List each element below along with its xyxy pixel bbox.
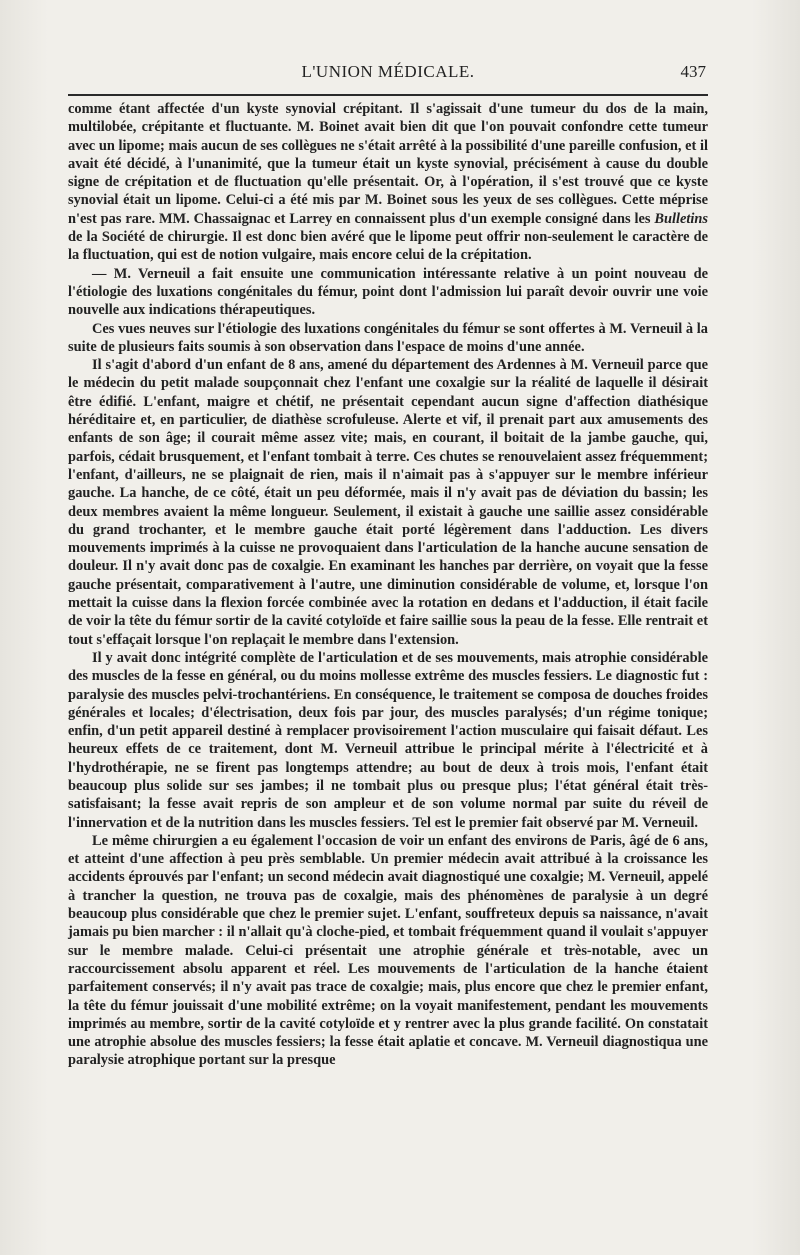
italic-run: Bulletins: [654, 210, 708, 227]
text-run: comme étant affectée d'un kyste synovial crépitant. Il s'agissait d'une tumeur du dos de la main, multilobée, crépitante et fluctuante. M. Boinet avait bien dit que l'on pouvait confondre cette tumeur avec un lipome; mais aucun de ses collègues ne s'était arrêté à la possibilité d'une pareille confusion, et il avait été décidé, à l'unanimité, que la tumeur était un kyste synovial, précisément à cause du double signe de crépitation et de fluctuation qu'elle présentait. Or, à l'opération, il s'est trouvé que ce kyste synovial était un lipome. Celui-ci a été mis par M. Boinet sous les yeux de ses collègues. Cette méprise n'est pas rare. MM. Chassaignac et Larrey en connaissent plus d'un exemple consigné dans les: [68, 101, 708, 227]
text-run: Le même chirurgien a eu également l'occasion de voir un enfant des environs de Paris, âgé de 6 ans, et atteint d'une affection à peu près semblable. Un premier médecin avait attribué à la croissance les accidents éprouvés par l'enfant; un second médecin avait diagnostiqué une coxalgie; M. Verneuil, appelé à trancher la question, ne trouva pas de coxalgie, mais des phénomènes de paralysie à un degré beaucoup plus considérable que chez le premier sujet. L'enfant, souffreteux depuis sa naissance, n'avait jamais pu bien marcher : il n'allait qu'à cloche-pied, et tombait fréquemment quand il voulait s'appuyer sur le membre malade. Celui-ci présentait une atrophie générale et très-notable, avec un raccourcissement absolu apparent et réel. Les mouvements de l'articulation de la hanche étaient parfaitement conservés; il n'y avait pas trace de coxalgie; mais, plus encore que chez le premier enfant, la tête du fémur jouissait d'une mobilité extrême; on la voyait manifestement, pendant les mouvements imprimés au membre, sortir de la cavité cotyloïde et y rentrer avec la plus grande facilité. On constatait une atrophie absolue des muscles fessiers; la fesse était aplatie et concave. M. Verneuil diagnostiqua une paralysie atrophique portant sur la presque: [68, 832, 708, 1069]
running-head: [68, 62, 708, 88]
header-rule: [68, 94, 708, 96]
paragraph: [68, 356, 708, 649]
text-run: Ces vues neuves sur l'étiologie des luxations congénitales du fémur se sont offertes à M. Verneuil à la suite de plusieurs faits soumis à son observation dans l'espace de moins d'une année.: [68, 320, 708, 355]
text-run: Il s'agit d'abord d'un enfant de 8 ans, amené du département des Ardennes à M. Verneuil parce que le médecin du petit malade soupçonnait chez l'enfant une coxalgie sur la réalité de laquelle il désirait être édifié. L'enfant, maigre et chétif, ne présentait cependant aucun signe d'affection diathésique héréditaire et, en particulier, de diathèse scrofuleuse. Alerte et vif, il prenait part aux amusements des enfants de son âge; il courait même assez vite; mais, en courant, il boitait de la jambe gauche, qui, parfois, cédait brusquement, et l'enfant tombait à terre. Ces chutes se renouvelaient assez fréquemment; l'enfant, d'ailleurs, ne se plaignait de rien, mais il n'aimait pas à s'appuyer sur le membre inférieur gauche. La hanche, de ce côté, était un peu déformée, mais il n'y avait pas de déviation du bassin; les deux membres avaient la même longueur. Seulement, il existait à gauche une saillie assez considérable du grand trochanter, et le membre gauche était porté légèrement dans l'adduction. Les divers mouvements imprimés à la cuisse ne provoquaient dans l'articulation de la hanche aucune sensation de douleur. Il n'y avait donc pas de coxalgie. En examinant les hanches par derrière, on voyait que la fesse gauche présentait, comparativement à l'autre, une diminution considérable de volume, et, lorsque l'on mettait la cuisse dans la flexion forcée combinée avec la rotation en dedans et l'adduction, il était facile de voir la tête du fémur sortir de la cavité cotyloïde et faire saillie sous la peau de la fesse. Elle rentrait et tout s'effaçait lorsque l'on replaçait le membre dans l'extension.: [68, 357, 708, 648]
paragraph: [68, 320, 708, 357]
text-run: Il y avait donc intégrité complète de l'articulation et de ses mouvements, mais atrophie considérable des muscles de la fesse en général, ou du moins mollesse extrême des muscles fessiers. Le diagnostic fut : paralysie des muscles pelvi-trochantériens. En conséquence, le traitement se composa de douches froides générales et locales; d'électrisation, deux fois par jour, des muscles paralysés; d'un régime tonique; enfin, d'un petit appareil destiné à remplacer provisoirement l'action musculaire qui faisait défaut. Les heureux effets de ce traitement, dont M. Verneuil attribue le principal mérite à l'électricité et à l'hydrothérapie, ne se firent pas longtemps attendre; au bout de deux à trois mois, l'enfant était beaucoup plus solide sur ses jambes; il ne tombait plus ou presque plus; l'état général était très-satisfaisant; la fesse avait repris de son ampleur et de son volume normal par suite du réveil de l'innervation et de la nutrition dans les muscles fessiers. Tel est le premier fait observé par M. Verneuil.: [68, 649, 708, 831]
page-number: 437: [680, 62, 706, 81]
text-run: — M. Verneuil a fait ensuite une communication intéressante relative à un point nouveau de l'étiologie des luxations congénitales du fémur, point dont l'admission lui paraît devoir ouvrir une voie nouvelle aux indications thérapeutiques.: [68, 265, 708, 319]
paragraph: [68, 649, 708, 832]
body-text: [68, 100, 708, 1070]
paragraph: [68, 832, 708, 1070]
running-title: L'UNION MÉDICALE.: [301, 62, 475, 81]
paragraph: [68, 265, 708, 320]
paragraph: [68, 100, 708, 265]
text-run: de la Société de chirurgie. Il est donc bien avéré que le lipome peut offrir non-seulement le caractère de la fluctuation, qui est de notion vulgaire, mais encore celui de la crépitation.: [68, 229, 708, 264]
